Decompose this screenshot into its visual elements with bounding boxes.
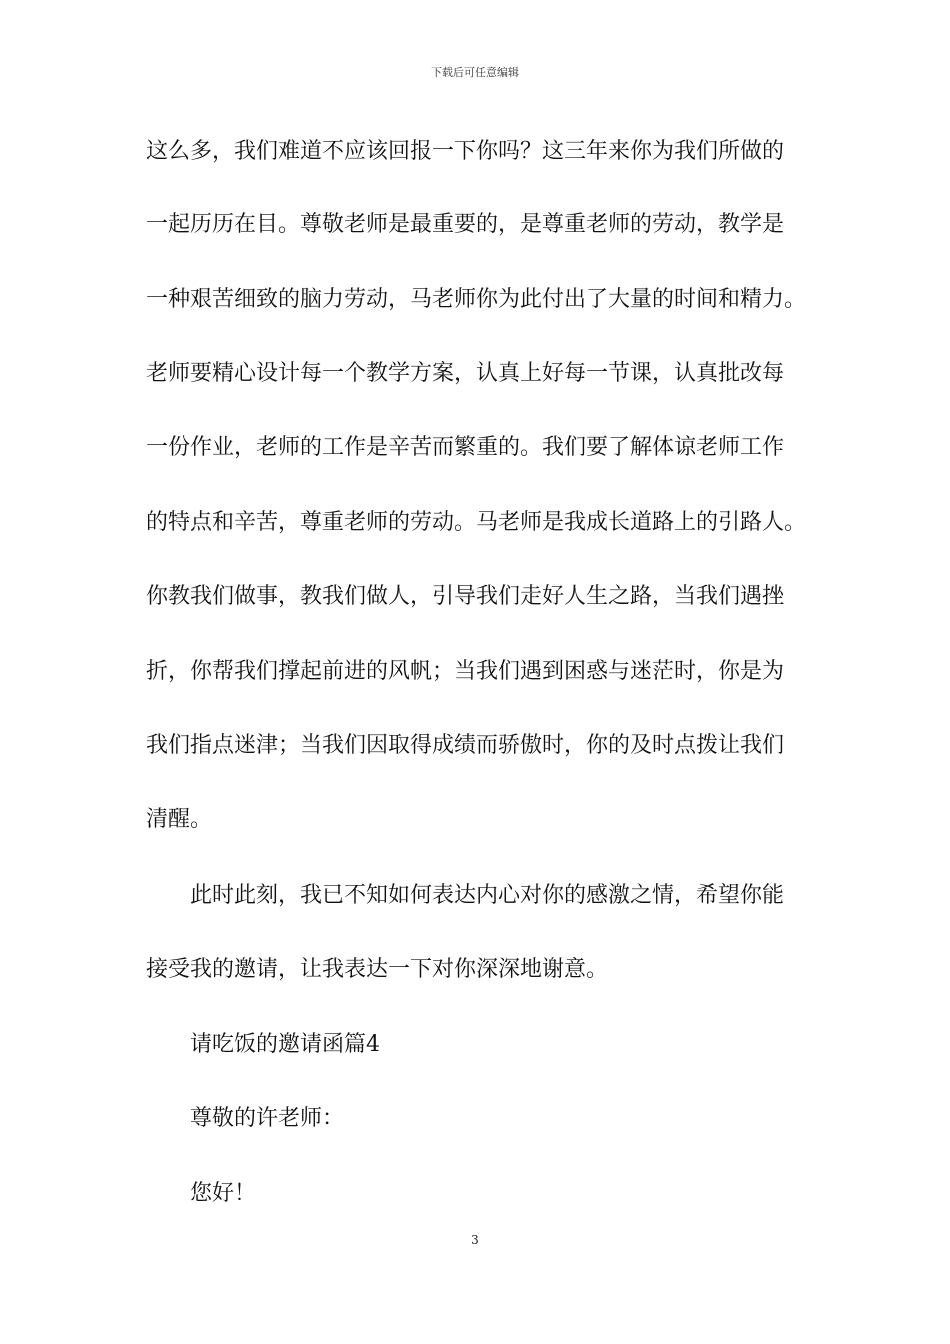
- paragraph-line: 一起历历在目。尊敬老师是最重要的，是尊重老师的劳动，教学是: [146, 212, 785, 237]
- section-heading: 请吃饭的邀请函篇4: [190, 1032, 380, 1057]
- paragraph-line: 我们指点迷津；当我们因取得成绩而骄傲时，你的及时点拨让我们: [146, 733, 785, 758]
- page-header: 下载后可任意编辑: [431, 66, 519, 79]
- page-number: 3: [471, 1233, 479, 1247]
- paragraph-line: 一种艰苦细致的脑力劳动，马老师你为此付出了大量的时间和精力。: [146, 287, 807, 312]
- paragraph-line: 接受我的邀请，让我表达一下对你深深地谢意。: [146, 957, 609, 982]
- greeting: 您好！: [190, 1181, 257, 1206]
- paragraph-line: 折，你帮我们撑起前进的风帆；当我们遇到困惑与迷茫时，你是为: [146, 659, 785, 684]
- paragraph-line: 你教我们做事，教我们做人，引导我们走好人生之路，当我们遇挫: [146, 584, 785, 609]
- paragraph-line: 的特点和辛苦，尊重老师的劳动。马老师是我成长道路上的引路人。: [146, 510, 807, 535]
- paragraph-line: 此时此刻，我已不知如何表达内心对你的感激之情，希望你能: [190, 883, 785, 908]
- paragraph-line: 老师要精心设计每一个教学方案，认真上好每一节课，认真批改每: [146, 361, 785, 386]
- paragraph-line: 清醒。: [146, 807, 213, 832]
- salutation: 尊敬的许老师：: [190, 1106, 345, 1131]
- paragraph-line: 一份作业，老师的工作是辛苦而繁重的。我们要了解体谅老师工作: [146, 435, 785, 460]
- paragraph-line: 这么多，我们难道不应该回报一下你吗？这三年来你为我们所做的: [146, 139, 785, 164]
